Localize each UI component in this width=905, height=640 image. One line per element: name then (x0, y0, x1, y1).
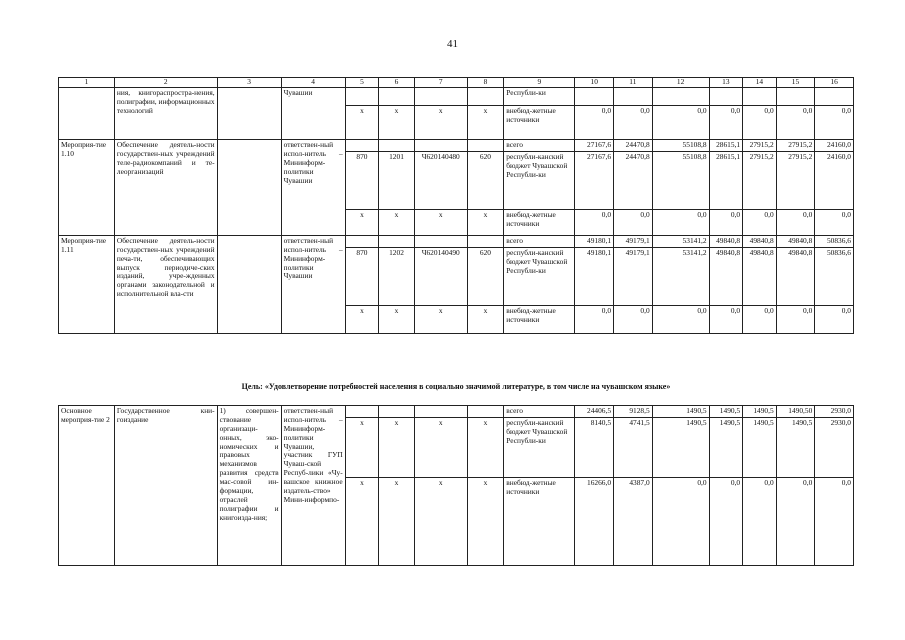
measure-name: Основное мероприя-тие 2 (59, 406, 115, 566)
table-cell (217, 140, 281, 236)
funding-source: республи-канский бюджет Чувашской Республи-ки (504, 417, 575, 477)
table-row (59, 140, 854, 152)
table-cell: х (467, 106, 504, 140)
value-cell: 4387,0 (614, 477, 653, 565)
responsible-cell: ответствен-ный испол-нитель – Мининформ-политики Чувашии, участник ГУП Чуваш-ской Респуб-лики «Чу-вашское книжное издатель-ство» Мини-информпо- (281, 406, 345, 566)
value-cell: 0,0 (709, 305, 743, 333)
column-number-row (59, 78, 854, 88)
value-cell: 1490,50 (776, 406, 815, 418)
measure-description: ния, книгораспростра-нения, полиграфии, информационных технологий (114, 88, 217, 140)
value-cell: 1490,5 (709, 417, 743, 477)
value-cell: 27915,2 (743, 151, 777, 209)
value-cell: 24160,0 (815, 140, 854, 152)
measure-description: Государственное кни-гоиздание (114, 406, 217, 566)
value-cell: 49179,1 (614, 235, 653, 247)
table-cell: х (414, 417, 467, 477)
table-cell (59, 88, 115, 140)
table-cell (414, 88, 467, 106)
value-cell: 0,0 (815, 106, 854, 140)
col-header: 15 (776, 78, 815, 88)
table-cell (217, 235, 281, 333)
table-cell (467, 88, 504, 106)
value-cell: 1490,5 (743, 406, 777, 418)
table-cell: 870 (345, 151, 379, 209)
value-cell: 0,0 (709, 106, 743, 140)
value-cell: 0,0 (743, 477, 777, 565)
table-cell: х (345, 106, 379, 140)
value-cell: 27915,2 (743, 140, 777, 152)
col-header: 8 (467, 78, 504, 88)
col-header: 4 (281, 78, 345, 88)
value-cell: 49840,8 (776, 235, 815, 247)
table-cell: х (467, 209, 504, 235)
value-cell: 28615,1 (709, 140, 743, 152)
funding-source: внебюд-жетные источники (504, 209, 575, 235)
table-cell: х (379, 209, 415, 235)
page-number: 41 (447, 38, 458, 50)
value-cell: 24470,8 (614, 151, 653, 209)
funding-source: внебюд-жетные источники (504, 477, 575, 565)
funding-source: всего (504, 140, 575, 152)
value-cell: 9128,5 (614, 406, 653, 418)
table-cell: 620 (467, 151, 504, 209)
table-cell: х (414, 305, 467, 333)
measure-description: Обеспечение деятель-ности государствен-ных учреждений печа-ти, обеспечивающих выпуск периодиче-ских изданий, учре-жденных органами законодательной и исполнительной вла-сти (114, 235, 217, 333)
responsible-cell: ответствен-ный испол-нитель – Мининформ-политики Чувашии (281, 235, 345, 333)
col-header: 2 (114, 78, 217, 88)
value-cell: 53141,2 (652, 235, 709, 247)
table-row (59, 235, 854, 247)
value-cell: 0,0 (776, 106, 815, 140)
value-cell: 27167,6 (575, 151, 614, 209)
value-cell: 0,0 (743, 305, 777, 333)
funding-source: республи-канский бюджет Чувашской Республи-ки (504, 151, 575, 209)
table-cell (379, 88, 415, 106)
value-cell: 28615,1 (709, 151, 743, 209)
col-header: 1 (59, 78, 115, 88)
funding-source: внебюд-жетные источники (504, 106, 575, 140)
funding-source: внебюд-жетные источники (504, 305, 575, 333)
measure-description: Обеспечение деятель-ности государствен-ных учреждений теле-радиокомпаний и те-леорганизаций (114, 140, 217, 236)
value-cell: 0,0 (709, 209, 743, 235)
col-header: 14 (743, 78, 777, 88)
value-cell: 49840,8 (743, 235, 777, 247)
table-cell: х (414, 209, 467, 235)
value-cell: 8140,5 (575, 417, 614, 477)
table-cell: Ч620140480 (414, 151, 467, 209)
value-cell: 50836,6 (815, 235, 854, 247)
value-cell: 0,0 (575, 305, 614, 333)
table-row (59, 406, 854, 418)
value-cell: 0,0 (815, 477, 854, 565)
budget-table-lower (58, 405, 854, 566)
task-cell: 1) совершен-ствование организаци-онных, эко-номических и правовых механизмов развития средств мас-совой ин-формации, отраслей полиграфии и книгоизда-ния; (217, 406, 281, 566)
value-cell: 1490,5 (652, 406, 709, 418)
table-cell (217, 88, 281, 140)
responsible-cell: Чувашии (281, 88, 345, 140)
value-cell: 1490,5 (709, 406, 743, 418)
table-cell: 620 (467, 247, 504, 305)
table-cell: 1201 (379, 151, 415, 209)
value-cell: 16266,0 (575, 477, 614, 565)
value-cell: 0,0 (776, 477, 815, 565)
value-cell: 49840,8 (709, 235, 743, 247)
table-cell: х (345, 305, 379, 333)
col-header: 7 (414, 78, 467, 88)
table-cell: х (414, 477, 467, 565)
col-header: 5 (345, 78, 379, 88)
table-cell: 1202 (379, 247, 415, 305)
value-cell: 27915,2 (776, 140, 815, 152)
value-cell: 27167,6 (575, 140, 614, 152)
value-cell: 2930,0 (815, 406, 854, 418)
value-cell: 0,0 (815, 305, 854, 333)
value-cell: 55108,8 (652, 151, 709, 209)
value-cell: 0,0 (652, 106, 709, 140)
value-cell: 0,0 (652, 305, 709, 333)
value-cell: 0,0 (776, 209, 815, 235)
value-cell: 24160,0 (815, 151, 854, 209)
value-cell: 24406,5 (575, 406, 614, 418)
measure-name: Мероприя-тие 1.11 (59, 235, 115, 333)
funding-source: Республи-ки (504, 88, 575, 106)
value-cell: 49840,8 (743, 247, 777, 305)
value-cell: 53141,2 (652, 247, 709, 305)
value-cell: 0,0 (575, 106, 614, 140)
table-cell: х (379, 477, 415, 565)
table-cell (345, 88, 379, 106)
table-cell: х (467, 477, 504, 565)
value-cell: 0,0 (743, 209, 777, 235)
value-cell: 49179,1 (614, 247, 653, 305)
value-cell: 0,0 (776, 305, 815, 333)
value-cell: 1490,5 (776, 417, 815, 477)
measure-name: Мероприя-тие 1.10 (59, 140, 115, 236)
value-cell: 49180,1 (575, 235, 614, 247)
responsible-cell: ответствен-ный испол-нитель – Мининформ-политики Чувашии (281, 140, 345, 236)
value-cell: 2930,0 (815, 417, 854, 477)
table-cell: х (379, 417, 415, 477)
value-cell: 0,0 (743, 106, 777, 140)
table-cell: х (345, 209, 379, 235)
value-cell: 0,0 (614, 305, 653, 333)
funding-source: всего (504, 406, 575, 418)
col-header: 12 (652, 78, 709, 88)
col-header: 6 (379, 78, 415, 88)
table-cell: х (379, 305, 415, 333)
table-cell: х (345, 477, 379, 565)
col-header: 10 (575, 78, 614, 88)
value-cell: 27915,2 (776, 151, 815, 209)
value-cell: 24470,8 (614, 140, 653, 152)
table-cell: х (467, 417, 504, 477)
col-header: 11 (614, 78, 653, 88)
col-header: 9 (504, 78, 575, 88)
table-cell: х (414, 106, 467, 140)
value-cell: 55108,8 (652, 140, 709, 152)
value-cell: 0,0 (614, 209, 653, 235)
value-cell: 49840,8 (776, 247, 815, 305)
value-cell: 49840,8 (709, 247, 743, 305)
col-header: 16 (815, 78, 854, 88)
col-header: 3 (217, 78, 281, 88)
value-cell: 4741,5 (614, 417, 653, 477)
budget-table-upper (58, 77, 854, 334)
table-cell: 870 (345, 247, 379, 305)
funding-source: всего (504, 235, 575, 247)
table-row (59, 88, 854, 106)
goal-heading: Цель: «Удовлетворение потребностей населения в социально значимой литературе, в том числе на чувашском языке» (241, 382, 671, 391)
value-cell: 1490,5 (652, 417, 709, 477)
value-cell: 0,0 (652, 209, 709, 235)
value-cell: 49180,1 (575, 247, 614, 305)
table-cell: х (379, 106, 415, 140)
value-cell: 50836,6 (815, 247, 854, 305)
value-cell: 0,0 (709, 477, 743, 565)
value-cell: 0,0 (614, 106, 653, 140)
value-cell: 0,0 (815, 209, 854, 235)
table-cell: х (345, 417, 379, 477)
table-cell: х (467, 305, 504, 333)
value-cell: 0,0 (575, 209, 614, 235)
table-cell: Ч620140490 (414, 247, 467, 305)
col-header: 13 (709, 78, 743, 88)
funding-source: республи-канский бюджет Чувашской Республи-ки (504, 247, 575, 305)
value-cell: 0,0 (652, 477, 709, 565)
value-cell: 1490,5 (743, 417, 777, 477)
